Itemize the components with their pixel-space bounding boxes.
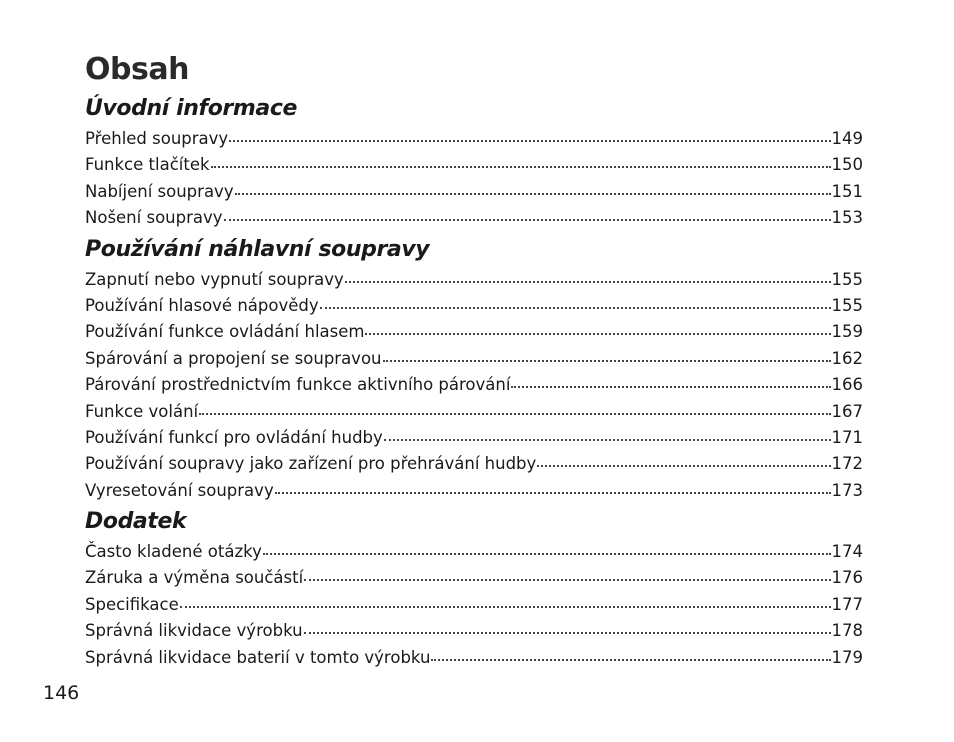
toc-entry[interactable]: [85, 205, 863, 231]
toc-entry-label: Párování prostřednictvím funkce aktivního párování: [85, 375, 511, 395]
toc-entry-label: Záruka a výměna součástí: [85, 568, 304, 588]
toc-entry-label: Nošení soupravy: [85, 208, 223, 228]
dot-leader: [383, 360, 831, 362]
toc-entry-page: 162: [831, 348, 863, 368]
toc-entry[interactable]: [85, 645, 863, 671]
section-heading: Používání náhlavní soupravy: [85, 236, 430, 262]
dot-leader: [235, 193, 831, 195]
toc-entry[interactable]: [85, 152, 863, 178]
dot-leader: [511, 386, 830, 388]
toc-entry[interactable]: [85, 319, 863, 345]
toc-entry[interactable]: [85, 293, 863, 319]
toc-entry-page: 166: [831, 375, 863, 395]
toc-entry-label: Funkce volání: [85, 401, 199, 421]
toc-entry-page: 171: [831, 427, 863, 447]
table-of-contents: [85, 92, 863, 671]
toc-section-appendix: [85, 505, 863, 671]
toc-entry-label: Nabíjení soupravy: [85, 181, 234, 201]
toc-entry[interactable]: [85, 592, 863, 618]
toc-entry-label: Spárování a propojení se soupravou: [85, 348, 382, 368]
toc-entry[interactable]: [85, 399, 863, 425]
toc-entry[interactable]: [85, 346, 863, 372]
dot-leader: [199, 413, 830, 415]
toc-entry[interactable]: [85, 179, 863, 205]
toc-entry-page: 155: [831, 295, 863, 315]
toc-entry[interactable]: [85, 425, 863, 451]
dot-leader: [320, 307, 831, 309]
toc-entry-label: Často kladené otázky: [85, 542, 262, 562]
dot-leader: [304, 632, 831, 634]
toc-entry-page: 155: [831, 269, 863, 289]
toc-entry-page: 173: [831, 480, 863, 500]
dot-leader: [537, 465, 830, 467]
toc-entry-page: 172: [831, 454, 863, 474]
toc-entry-label: Zapnutí nebo vypnutí soupravy: [85, 269, 344, 289]
toc-section-headset-use: [85, 233, 863, 505]
dot-leader: [224, 219, 831, 221]
toc-entry-label: Správná likvidace výrobku: [85, 621, 303, 641]
toc-entry-page: 149: [831, 129, 863, 148]
toc-entry-page: 179: [831, 647, 863, 667]
toc-entry-label: Používání hlasové nápovědy: [85, 295, 319, 315]
toc-entry-page: 174: [831, 542, 863, 562]
dot-leader: [345, 281, 831, 283]
toc-entry[interactable]: [85, 126, 863, 152]
toc-entry[interactable]: [85, 618, 863, 644]
page-title: Obsah: [85, 52, 189, 87]
toc-entry[interactable]: [85, 267, 863, 293]
toc-entry-label: Používání funkce ovládání hlasem: [85, 322, 365, 342]
section-heading: Dodatek: [85, 509, 187, 535]
page-number: 146: [43, 682, 80, 704]
toc-entry-page: 159: [831, 322, 863, 342]
toc-entry-page: 178: [831, 621, 863, 641]
dot-leader: [304, 579, 830, 581]
toc-entry-page: 167: [831, 401, 863, 421]
toc-entry-label: Přehled soupravy: [85, 129, 229, 148]
dot-leader: [211, 166, 831, 168]
toc-entry[interactable]: [85, 451, 863, 477]
toc-entry-label: Používání funkcí pro ovládání hudby: [85, 427, 383, 447]
dot-leader: [365, 333, 830, 335]
toc-entry-label: Používání soupravy jako zařízení pro přehrávání hudby: [85, 454, 537, 474]
dot-leader: [275, 492, 831, 494]
dot-leader: [229, 140, 830, 142]
toc-entry-page: 176: [831, 568, 863, 588]
dot-leader: [263, 553, 831, 555]
toc-entry[interactable]: [85, 565, 863, 591]
dot-leader: [431, 659, 830, 661]
toc-entry[interactable]: [85, 478, 863, 504]
toc-section-intro: [85, 92, 863, 232]
toc-entry[interactable]: [85, 372, 863, 398]
section-heading: Úvodní informace: [85, 96, 297, 121]
toc-entry-label: Správná likvidace baterií v tomto výrobku: [85, 647, 431, 667]
toc-entry-label: Vyresetování soupravy: [85, 480, 274, 500]
dot-leader: [180, 606, 831, 608]
toc-entry-page: 151: [831, 181, 863, 201]
toc-entry-page: 153: [831, 208, 863, 228]
toc-entry-label: Specifikace: [85, 594, 179, 614]
dot-leader: [384, 439, 831, 441]
toc-entry-label: Funkce tlačítek: [85, 155, 210, 175]
toc-entry[interactable]: [85, 539, 863, 565]
toc-entry-page: 150: [831, 155, 863, 175]
toc-entry-page: 177: [831, 594, 863, 614]
